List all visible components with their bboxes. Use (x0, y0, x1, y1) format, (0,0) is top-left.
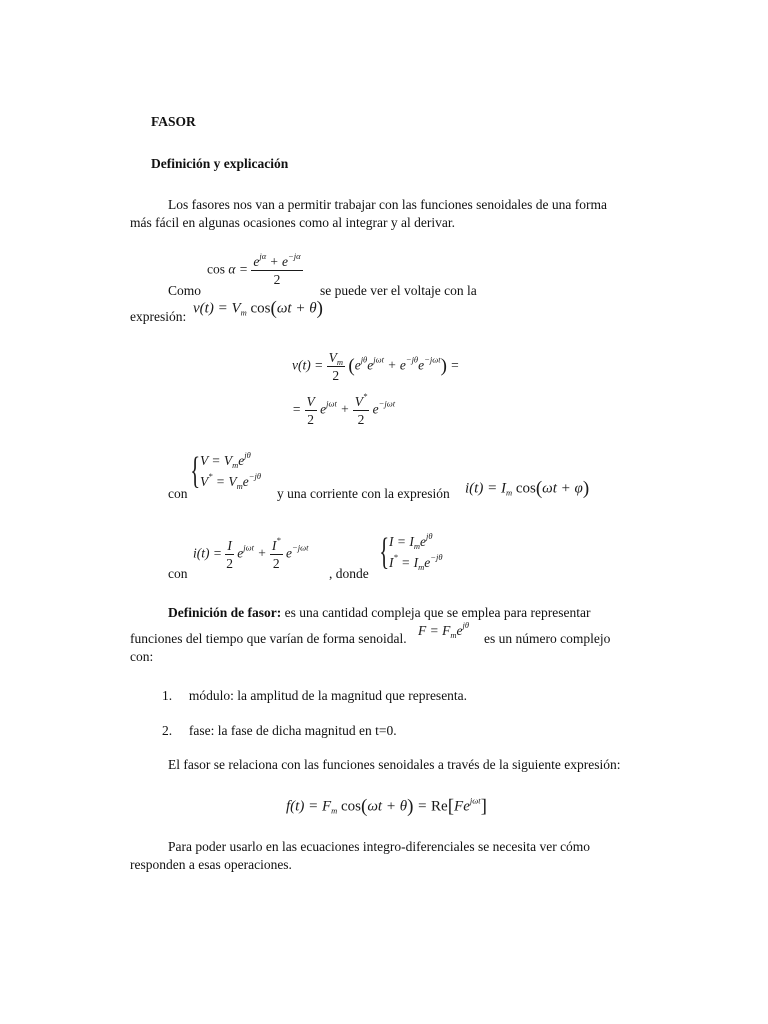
relation-text: El fasor se relaciona con las funciones senoidales a través de la siguiente expresión: (168, 757, 621, 772)
phasor-formula: $F = F_me^{j\theta}$ (418, 620, 470, 640)
page-title: FASOR (151, 114, 196, 129)
list-item (162, 688, 467, 704)
closing-line-1: Para poder usarlo en las ecuaciones integro-diferenciales se necesita ver cómo (168, 839, 591, 854)
intro-line-1: Los fasores nos van a permitir trabajar con las funciones senoidales de una forma (168, 197, 607, 212)
expresion-label: expresión: (130, 309, 187, 324)
phasor-definition-line-2-end: es un número complejo (484, 631, 611, 646)
section-heading: Definición y explicación (151, 156, 289, 171)
donde-label: , donde (329, 566, 369, 581)
voltage-time-formula: $v(t) = V_m$ cos(ωt + θ) (193, 298, 323, 319)
phasor-definition-line-3: con: (130, 649, 154, 664)
list-text: fase: la fase de dicha magnitud en t=0. (188, 723, 397, 738)
con-label-1: con (168, 486, 188, 501)
phasor-definition-label: Definición de fasor: (168, 605, 282, 620)
euler-cosine-formula: cos α = $\frac{e^{j\alpha} + e^{-j\alpha}}{2}$ (207, 251, 301, 287)
voltage-expansion-line-2: = $\frac{V}{2}$ $e^{j\omega t}$ + $\frac{V^*}{2}$ $e^{-j\omega t}$ (292, 391, 396, 427)
intro-line-2: más fácil en algunas ocasiones como al integrar y al derivar. (130, 215, 456, 230)
current-time-formula: $i(t) = I_m$ cos(ωt + φ) (465, 478, 590, 499)
con-label-2: con (168, 566, 188, 581)
phasor-relation-formula: $f(t) = F_m$ $\cos(\omega t + \theta) = Re[Fe^{j\omega t}]$ (286, 795, 487, 817)
list-number: 2. (162, 723, 173, 738)
current-intro-text: y una corriente con la expresión (277, 486, 450, 501)
list-item (162, 723, 397, 739)
phasor-current-system: { $I = I_me^{j\theta}$ $I^* = I_me^{-j\theta}$ (379, 531, 443, 573)
phasor-definition-line-1 (168, 605, 590, 621)
phasor-definition-text: es una cantidad compleja que se emplea para representar (284, 605, 591, 620)
como-label: Como (168, 283, 202, 298)
phasor-voltage-system: { $V = V_me^{j\theta}$ $V^* = V_me^{-j\theta}$ (190, 450, 262, 492)
como-suffix: se puede ver el voltaje con la (320, 283, 477, 298)
phasor-definition-line-2: funciones del tiempo que varían de forma senoidal. (130, 631, 407, 646)
voltage-expansion-line-1: v(t) = $\frac{V_m}{2}$ $(e^{j\theta}e^{j\omega t} + e^{-j\theta}e^{-j\omega t})$ = (292, 350, 460, 383)
current-expansion-formula: i(t) = $\frac{I}{2}$ $e^{j\omega t}$ + $\frac{I^*}{2}$ $e^{-j\omega t}$ (193, 535, 309, 571)
list-number: 1. (162, 688, 173, 703)
closing-line-2: responden a esas operaciones. (130, 857, 292, 872)
list-text: módulo: la amplitud de la magnitud que representa. (188, 688, 468, 703)
